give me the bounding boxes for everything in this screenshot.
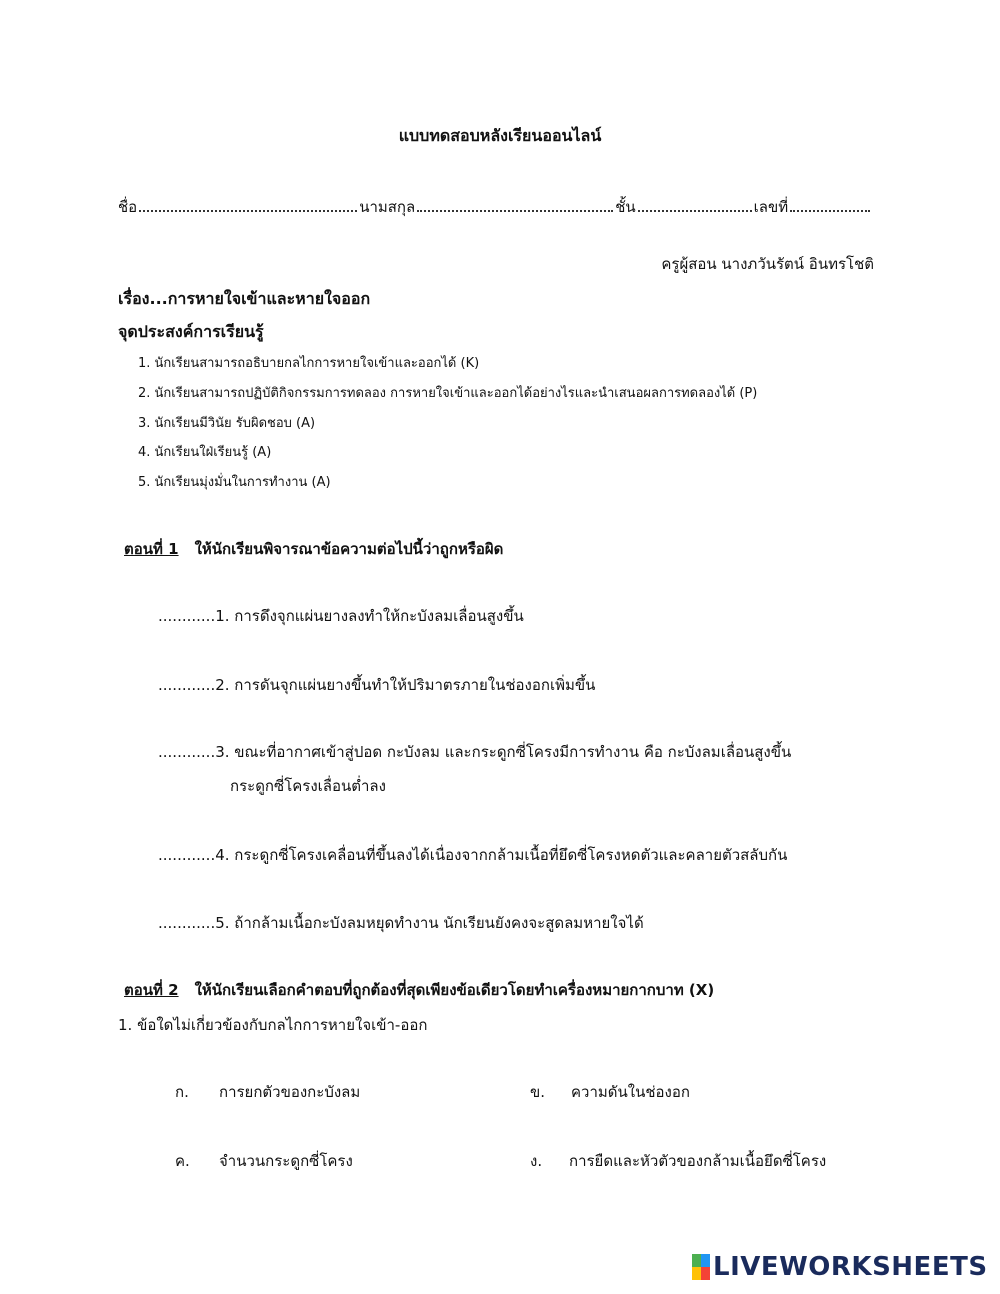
logo-square-2 <box>701 1254 710 1267</box>
answer-blank[interactable]: ............ <box>158 846 216 864</box>
choice-letter: ง. <box>530 1152 543 1170</box>
logo-square-1 <box>692 1254 701 1267</box>
part1-label: ตอนที่ 1 <box>124 540 179 558</box>
number-label: เลขที่ <box>753 198 789 216</box>
choice-option[interactable]: จำนวนกระดูกซี่โครง <box>219 1152 353 1170</box>
answer-blank[interactable]: ............ <box>158 676 216 694</box>
question-text: 4. กระดูกซี่โครงเคลื่อนที่ขึ้นลงได้เนื่องจากกล้ามเนื้อที่ยึดซี่โครงหดตัวและคลายตัวสลับกัน <box>215 846 788 864</box>
number-field[interactable] <box>790 198 870 212</box>
objective-item: 2. นักเรียนสามารถปฏิบัติกิจกรรมการทดลอง การหายใจเข้าและออกได้อย่างไรและนำเสนอผลการทดลองได้ (P) <box>138 386 758 401</box>
choice-option[interactable]: ความดันในช่องอก <box>571 1083 690 1101</box>
true-false-question <box>158 673 595 697</box>
question-text: 2. การดันจุกแผ่นยางขึ้นทำให้ปริมาตรภายในช่องอกเพิ่มขึ้น <box>215 676 596 694</box>
page-title: แบบทดสอบหลังเรียนออนไลน์ <box>398 126 602 145</box>
part2-heading <box>124 978 714 1002</box>
mcq-question: 1. ข้อใดไม่เกี่ยวข้องกับกลไกการหายใจเข้า-ออก <box>118 1016 428 1034</box>
logo-square-4 <box>701 1267 710 1280</box>
part1-instruction: ให้นักเรียนพิจารณาข้อความต่อไปนี้ว่าถูกหรือผิด <box>194 540 504 558</box>
class-label: ชั้น <box>615 198 636 216</box>
objective-item: 4. นักเรียนใฝ่เรียนรู้ (A) <box>138 445 272 460</box>
answer-blank[interactable]: ............ <box>158 743 216 761</box>
choice-option[interactable]: การยืดและหัวตัวของกล้ามเนื้อยึดซี่โครง <box>569 1152 827 1170</box>
objective-item: 5. นักเรียนมุ่งมั่นในการทำงาน (A) <box>138 475 331 490</box>
question-text: 1. การดึงจุกแผ่นยางลงทำให้กะบังลมเลื่อนสูงขึ้น <box>215 607 524 625</box>
part2-instruction: ให้นักเรียนเลือกคำตอบที่ถูกต้องที่สุดเพียงข้อเดียวโดยทำเครื่องหมายกากบาท (X) <box>194 981 715 999</box>
logo-text: LIVEWORKSHEETS <box>713 1252 988 1282</box>
true-false-question <box>158 740 791 764</box>
true-false-question <box>158 843 787 867</box>
objectives-heading: จุดประสงค์การเรียนรู้ <box>118 322 264 341</box>
answer-blank[interactable]: ............ <box>158 914 216 932</box>
logo-mark-icon <box>692 1254 710 1280</box>
objective-item: 3. นักเรียนมีวินัย รับผิดชอบ (A) <box>138 416 316 431</box>
part2-label: ตอนที่ 2 <box>124 981 179 999</box>
question-text-continuation: กระดูกซี่โครงเลื่อนต่ำลง <box>230 777 386 795</box>
logo-square-3 <box>692 1267 701 1280</box>
question-text: 3. ขณะที่อากาศเข้าสู่ปอด กะบังลม และกระดูกซี่โครงมีการทำงาน คือ กะบังลมเลื่อนสูงขึ้น <box>215 743 792 761</box>
true-false-question <box>158 911 644 935</box>
name-field[interactable] <box>139 198 357 212</box>
surname-field[interactable] <box>417 198 613 212</box>
subject-heading: เรื่อง...การหายใจเข้าและหายใจออก <box>118 289 371 308</box>
answer-blank[interactable]: ............ <box>158 607 216 625</box>
part1-heading <box>124 537 503 561</box>
liveworksheets-logo <box>692 1252 988 1282</box>
student-info-line <box>118 195 880 219</box>
choice-letter: ข. <box>530 1083 546 1101</box>
true-false-question <box>158 604 524 628</box>
choice-letter: ค. <box>175 1152 190 1170</box>
choice-letter: ก. <box>175 1083 189 1101</box>
surname-label: นามสกุล <box>359 198 416 216</box>
teacher-name: ครูผู้สอน นางภวันรัตน์ อินทรโชติ <box>661 255 874 273</box>
class-field[interactable] <box>638 198 752 212</box>
question-text: 5. ถ้ากล้ามเนื้อกะบังลมหยุดทำงาน นักเรียนยังคงจะสูดลมหายใจได้ <box>215 914 644 932</box>
objective-item: 1. นักเรียนสามารถอธิบายกลไกการหายใจเข้าและออกได้ (K) <box>138 356 480 371</box>
choice-option[interactable]: การยกตัวของกะบังลม <box>219 1083 361 1101</box>
name-label: ชื่อ <box>118 198 138 216</box>
